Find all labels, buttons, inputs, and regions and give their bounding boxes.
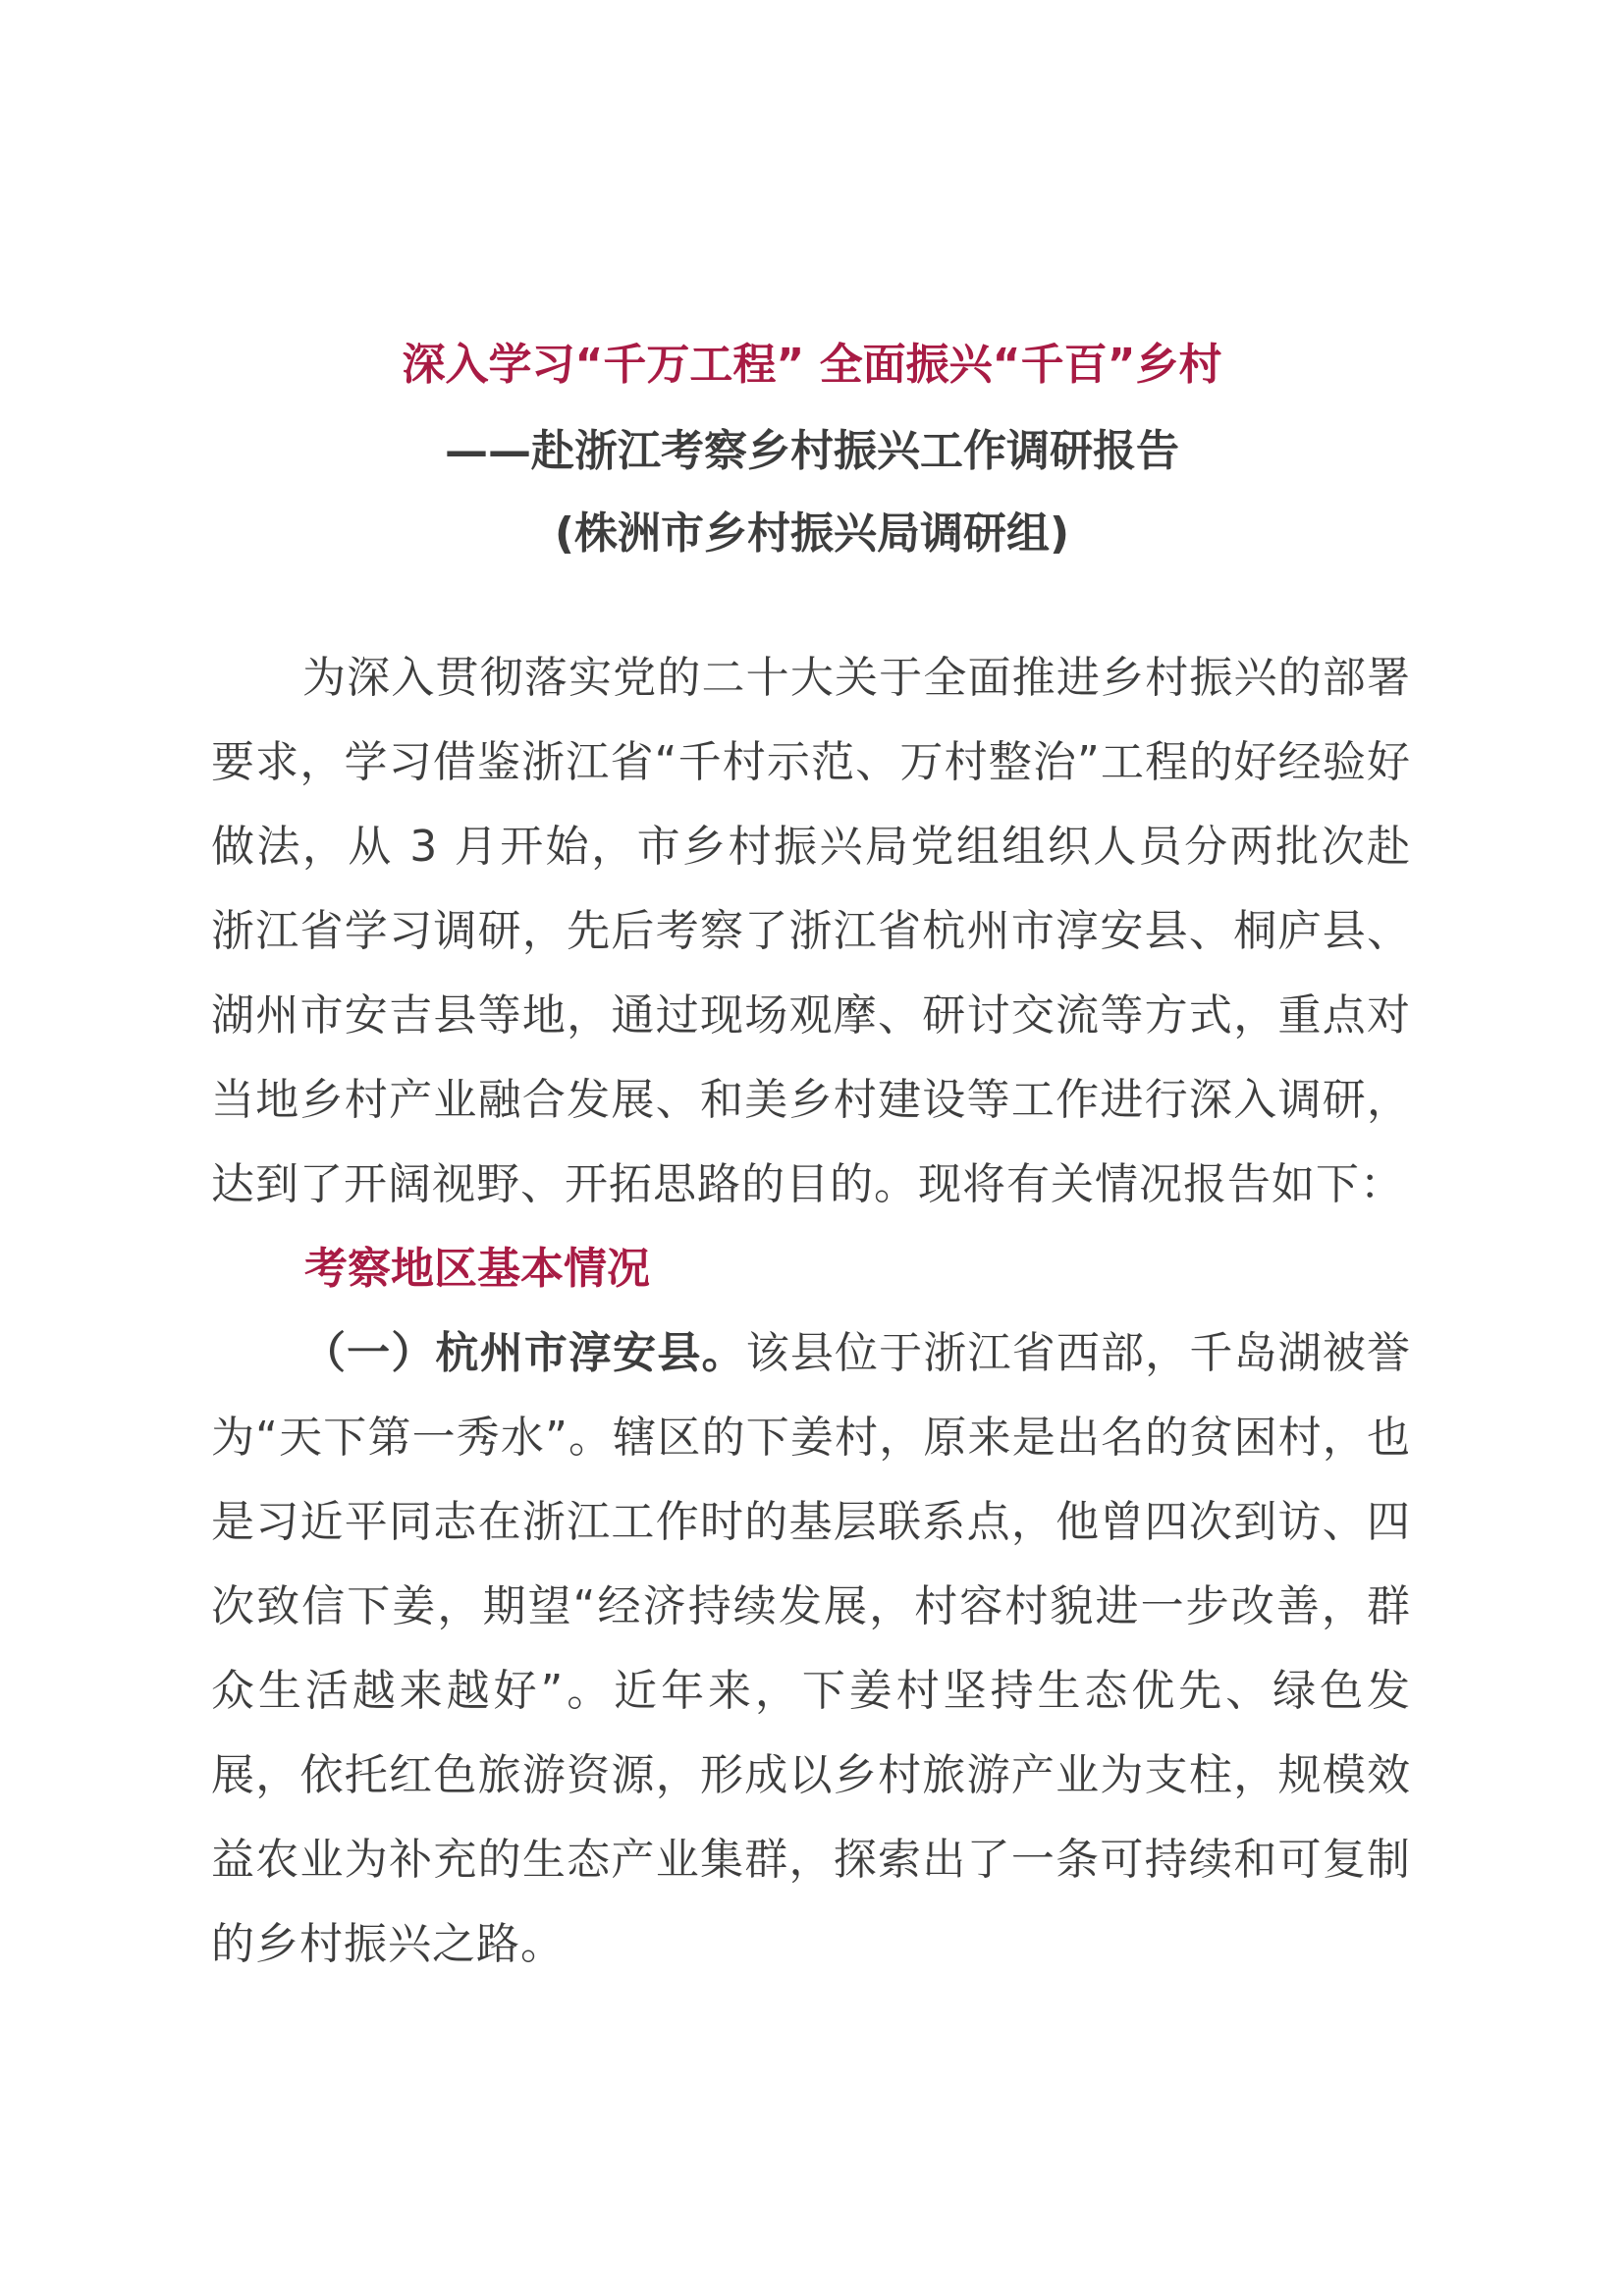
intro-paragraph: 为深入贯彻落实党的二十大关于全面推进乡村振兴的部署要求，学习借鉴浙江省“千村示范、万村整治”工程的好经验好做法，从 3 月开始，市乡村振兴局党组组织人员分两批次赴浙江省学习调研，先后考察了浙江省杭州市淳安县、桐庐县、湖州市安吉县等地，通过现场观摩、研讨交流等方式，重点对当地乡村产业融合发展、和美乡村建设等工作进行深入调研，达到了开阔视野、开拓思路的目的。现将有关情况报告如下：	[211, 653, 1411, 1209]
subsection-text: 该县位于浙江省西部，千岛湖被誉为“天下第一秀水”。辖区的下姜村，原来是出名的贫困村，也是习近平同志在浙江工作时的基层联系点，他曾四次到访、四次致信下姜，期望“经济持续发展，村容村貌进一步改善，群众生活越来越好”。近年来，下姜村坚持生态优先、绿色发展，依托红色旅游资源，形成以乡村旅游产业为支柱，规模效益农业为补充的生态产业集群，探索出了一条可持续和可复制的乡村振兴之路。	[211, 1328, 1412, 1969]
document-subtitle: ——赴浙江考察乡村振兴工作调研报告	[445, 426, 1179, 476]
subsection-paragraph	[211, 1311, 1411, 1987]
document-organization: (株洲市乡村振兴局调研组)	[554, 508, 1070, 559]
title-block	[0, 332, 1624, 559]
section-heading: 考察地区基本情况	[304, 1244, 650, 1294]
subsection-label: （一）杭州市淳安县。	[302, 1328, 746, 1378]
document-body	[211, 636, 1411, 1987]
document-title: 深入学习“千万工程” 全面振兴“千百”乡村	[402, 340, 1222, 390]
